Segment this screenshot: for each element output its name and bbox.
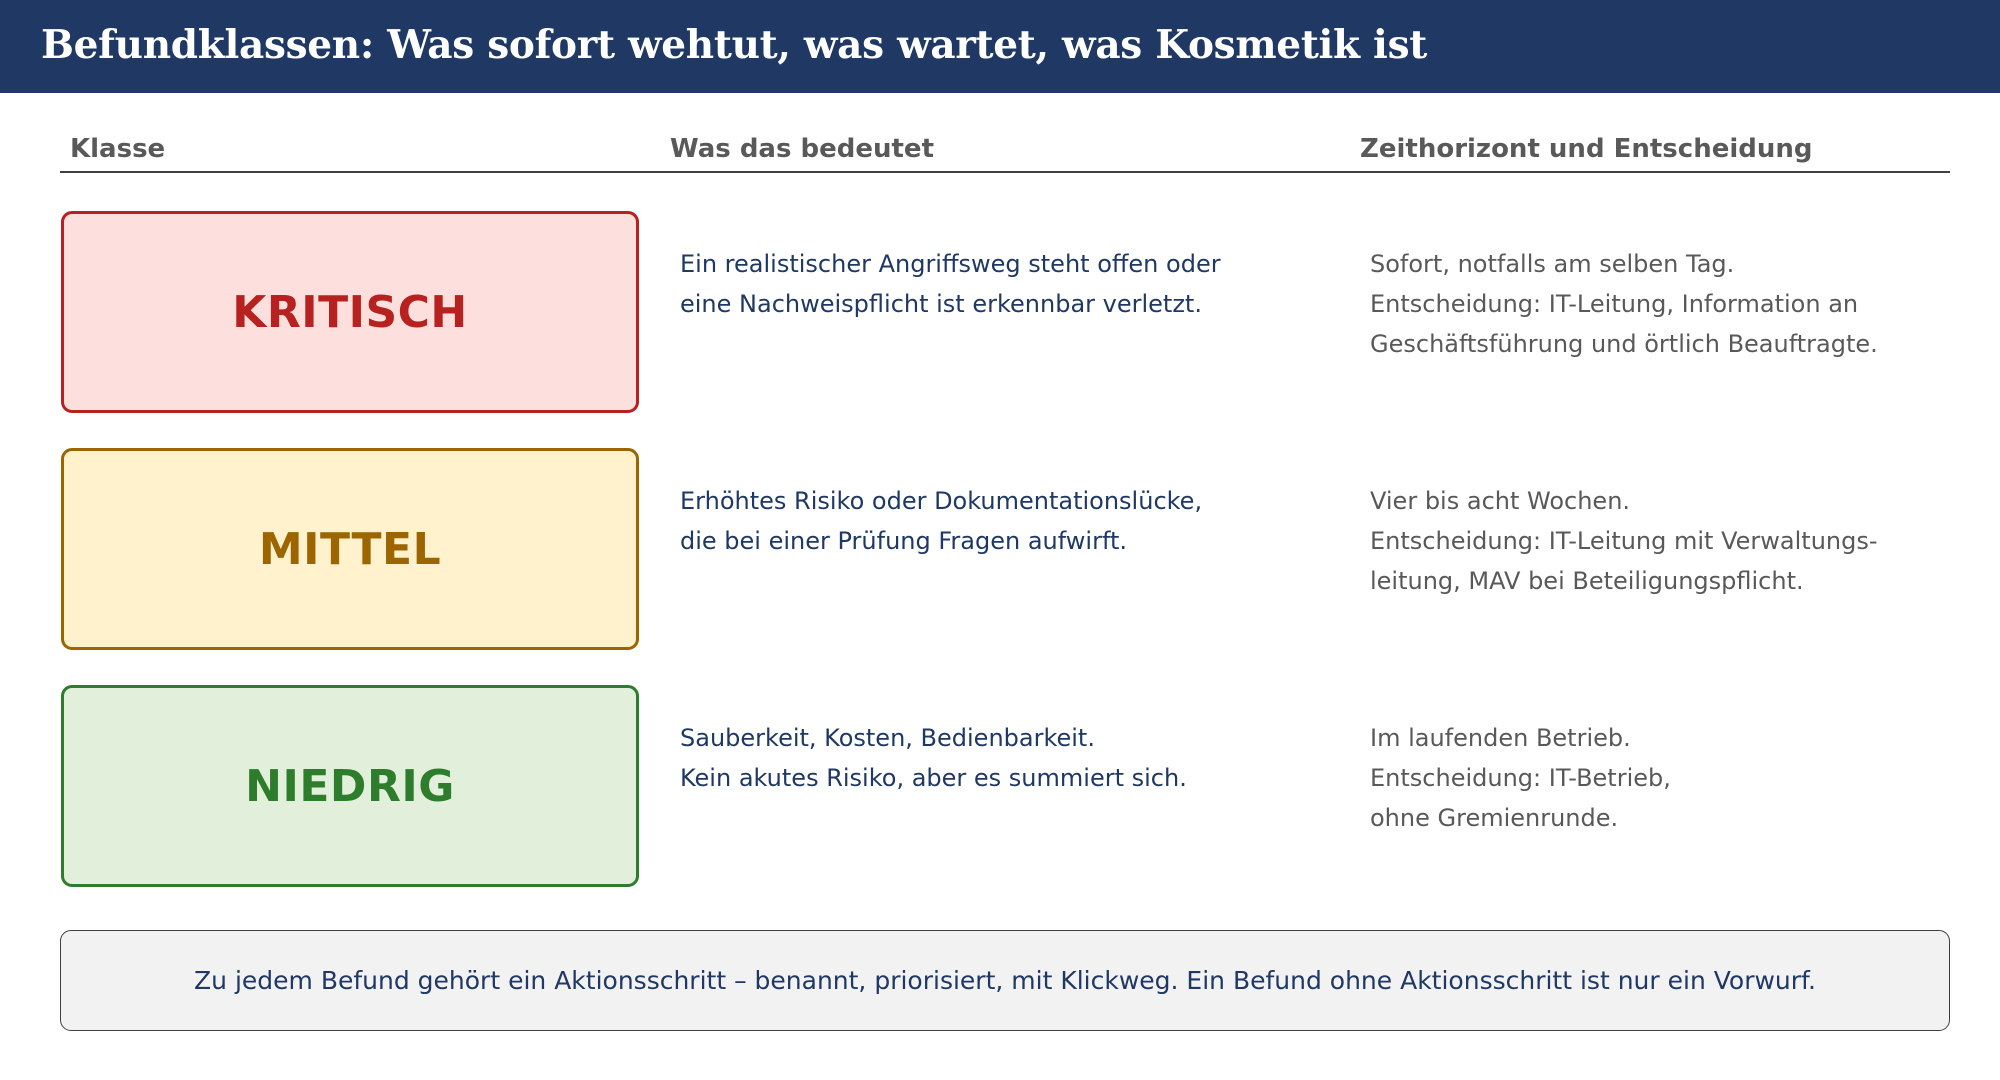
class-box-kritisch	[61, 211, 639, 413]
decision-line: Im laufenden Betrieb.	[1370, 724, 1631, 752]
meaning-line: die bei einer Prüfung Fragen aufwirft.	[680, 527, 1128, 555]
decision-line: Entscheidung: IT-Betrieb,	[1370, 764, 1671, 792]
decision-line: ohne Gremienrunde.	[1370, 804, 1619, 832]
decision-kritisch	[1370, 244, 1950, 364]
decision-line: leitung, MAV bei Beteiligungspflicht.	[1370, 567, 1804, 595]
footer-note: Zu jedem Befund gehört ein Aktionsschritt – benannt, priorisiert, mit Klickweg. Ein Befund ohne Aktionsschritt ist nur ein Vorwurf.	[194, 966, 1816, 995]
meaning-line: eine Nachweispflicht ist erkennbar verletzt.	[680, 290, 1202, 318]
footer-note-box	[60, 930, 1950, 1031]
meaning-line: Ein realistischer Angriffsweg steht offen oder	[680, 250, 1221, 278]
title-bar	[0, 0, 2000, 93]
column-header-zeithorizont: Zeithorizont und Entscheidung	[1360, 134, 1813, 164]
class-box-mittel	[61, 448, 639, 650]
meaning-niedrig	[680, 718, 1240, 798]
meaning-mittel	[680, 481, 1240, 561]
decision-line: Entscheidung: IT-Leitung, Information an	[1370, 290, 1859, 318]
column-header-klasse: Klasse	[70, 134, 166, 164]
meaning-line: Kein akutes Risiko, aber es summiert sich.	[680, 764, 1187, 792]
page-title: Befundklassen: Was sofort wehtut, was wartet, was Kosmetik ist	[41, 22, 1427, 68]
decision-line: Sofort, notfalls am selben Tag.	[1370, 250, 1735, 278]
decision-mittel	[1370, 481, 1950, 601]
meaning-line: Erhöhtes Risiko oder Dokumentationslücke,	[680, 487, 1203, 515]
class-label-kritisch: KRITISCH	[232, 286, 468, 338]
header-divider	[60, 171, 1950, 173]
column-header-bedeutung: Was das bedeutet	[670, 134, 934, 164]
class-box-niedrig	[61, 685, 639, 887]
class-label-niedrig: NIEDRIG	[245, 760, 455, 812]
meaning-line: Sauberkeit, Kosten, Bedienbarkeit.	[680, 724, 1095, 752]
meaning-kritisch	[680, 244, 1240, 324]
class-label-mittel: MITTEL	[258, 523, 442, 575]
decision-niedrig	[1370, 718, 1950, 838]
decision-line: Geschäftsführung und örtlich Beauftragte.	[1370, 330, 1878, 358]
decision-line: Entscheidung: IT-Leitung mit Verwaltungs-	[1370, 527, 1878, 555]
decision-line: Vier bis acht Wochen.	[1370, 487, 1631, 515]
